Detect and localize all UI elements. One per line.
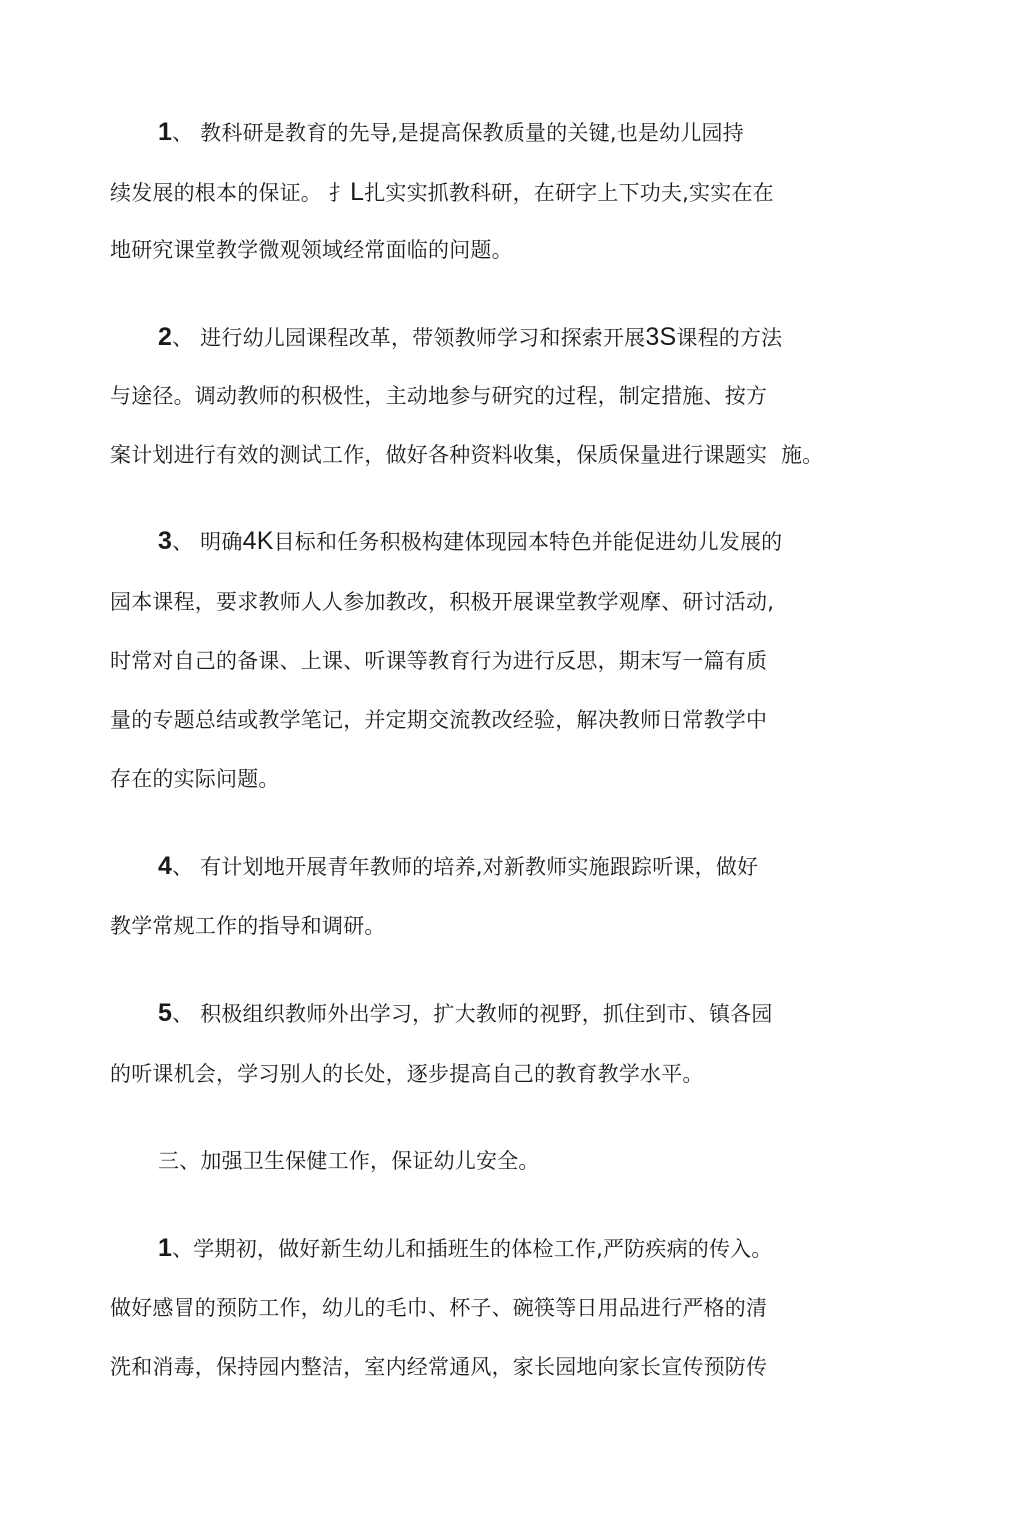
paragraph-3-line-4: 量的专题总结或教学笔记，并定期交流教改经验，解决教师日常教学中 [110,708,768,732]
paragraph-1-line-2: 续发展的根本的保证。 扌L扎实实抓教科研，在研字上下功夫,实实在在 [110,178,774,206]
paragraph-2-number: 2 [158,323,173,351]
paragraph-2-line-3: 案计划进行有效的测试工作，做好各种资料收集，保质保量进行课题实 施。 [110,443,824,467]
paragraph-4-line-2: 教学常规工作的指导和调研。 [110,914,386,938]
health-paragraph-line-2: 做好感冒的预防工作，幼儿的毛巾、杯子、碗筷等日用品进行严格的清 [110,1296,768,1320]
paragraph-2-line-2: 与途径。调动教师的积极性，主动地参与研究的过程，制定措施、按方 [110,384,768,408]
paragraph-3-line-1: 3、 明确4K目标和任务积极构建体现园本特色并能促进幼儿发展的 [158,527,783,555]
paragraph-3-line-2: 园本课程，要求教师人人参加教改，积极开展课堂教学观摩、研讨活动, [110,590,775,614]
paragraph-4-number: 4 [158,852,173,880]
paragraph-3-number: 3 [158,527,173,555]
paragraph-1-number: 1 [158,118,173,146]
paragraph-1-line-1: 1、 教科研是教育的先导,是提高保教质量的关键,也是幼儿园持 [158,118,744,146]
paragraph-5-line-1: 5、 积极组织教师外出学习，扩大教师的视野，抓住到市、镇各园 [158,999,773,1027]
paragraph-3-line-3: 时常对自己的备课、上课、听课等教育行为进行反思，期末写一篇有质 [110,649,768,673]
health-paragraph-line-3: 洗和消毒，保持园内整洁，室内经常通风，家长园地向家长宣传预防传 [110,1355,768,1379]
health-paragraph-line-1: 1、学期初，做好新生幼儿和插班生的体检工作,严防疾病的传入。 [158,1234,773,1262]
paragraph-3-line-5: 存在的实际问题。 [110,767,280,791]
paragraph-1-line-3: 地研究课堂教学微观领域经常面临的问题。 [110,238,513,262]
section-heading: 三、加强卫生保健工作，保证幼儿安全。 [158,1149,540,1173]
health-paragraph-number: 1 [158,1234,173,1262]
paragraph-4-line-1: 4、 有计划地开展青年教师的培养,对新教师实施跟踪听课，做好 [158,852,759,880]
paragraph-2-line-1: 2、 进行幼儿园课程改革，带领教师学习和探索开展3S课程的方法 [158,323,783,351]
paragraph-5-number: 5 [158,999,173,1027]
paragraph-5-line-2: 的听课机会，学习别人的长处，逐步提高自己的教育教学水平。 [110,1062,704,1086]
